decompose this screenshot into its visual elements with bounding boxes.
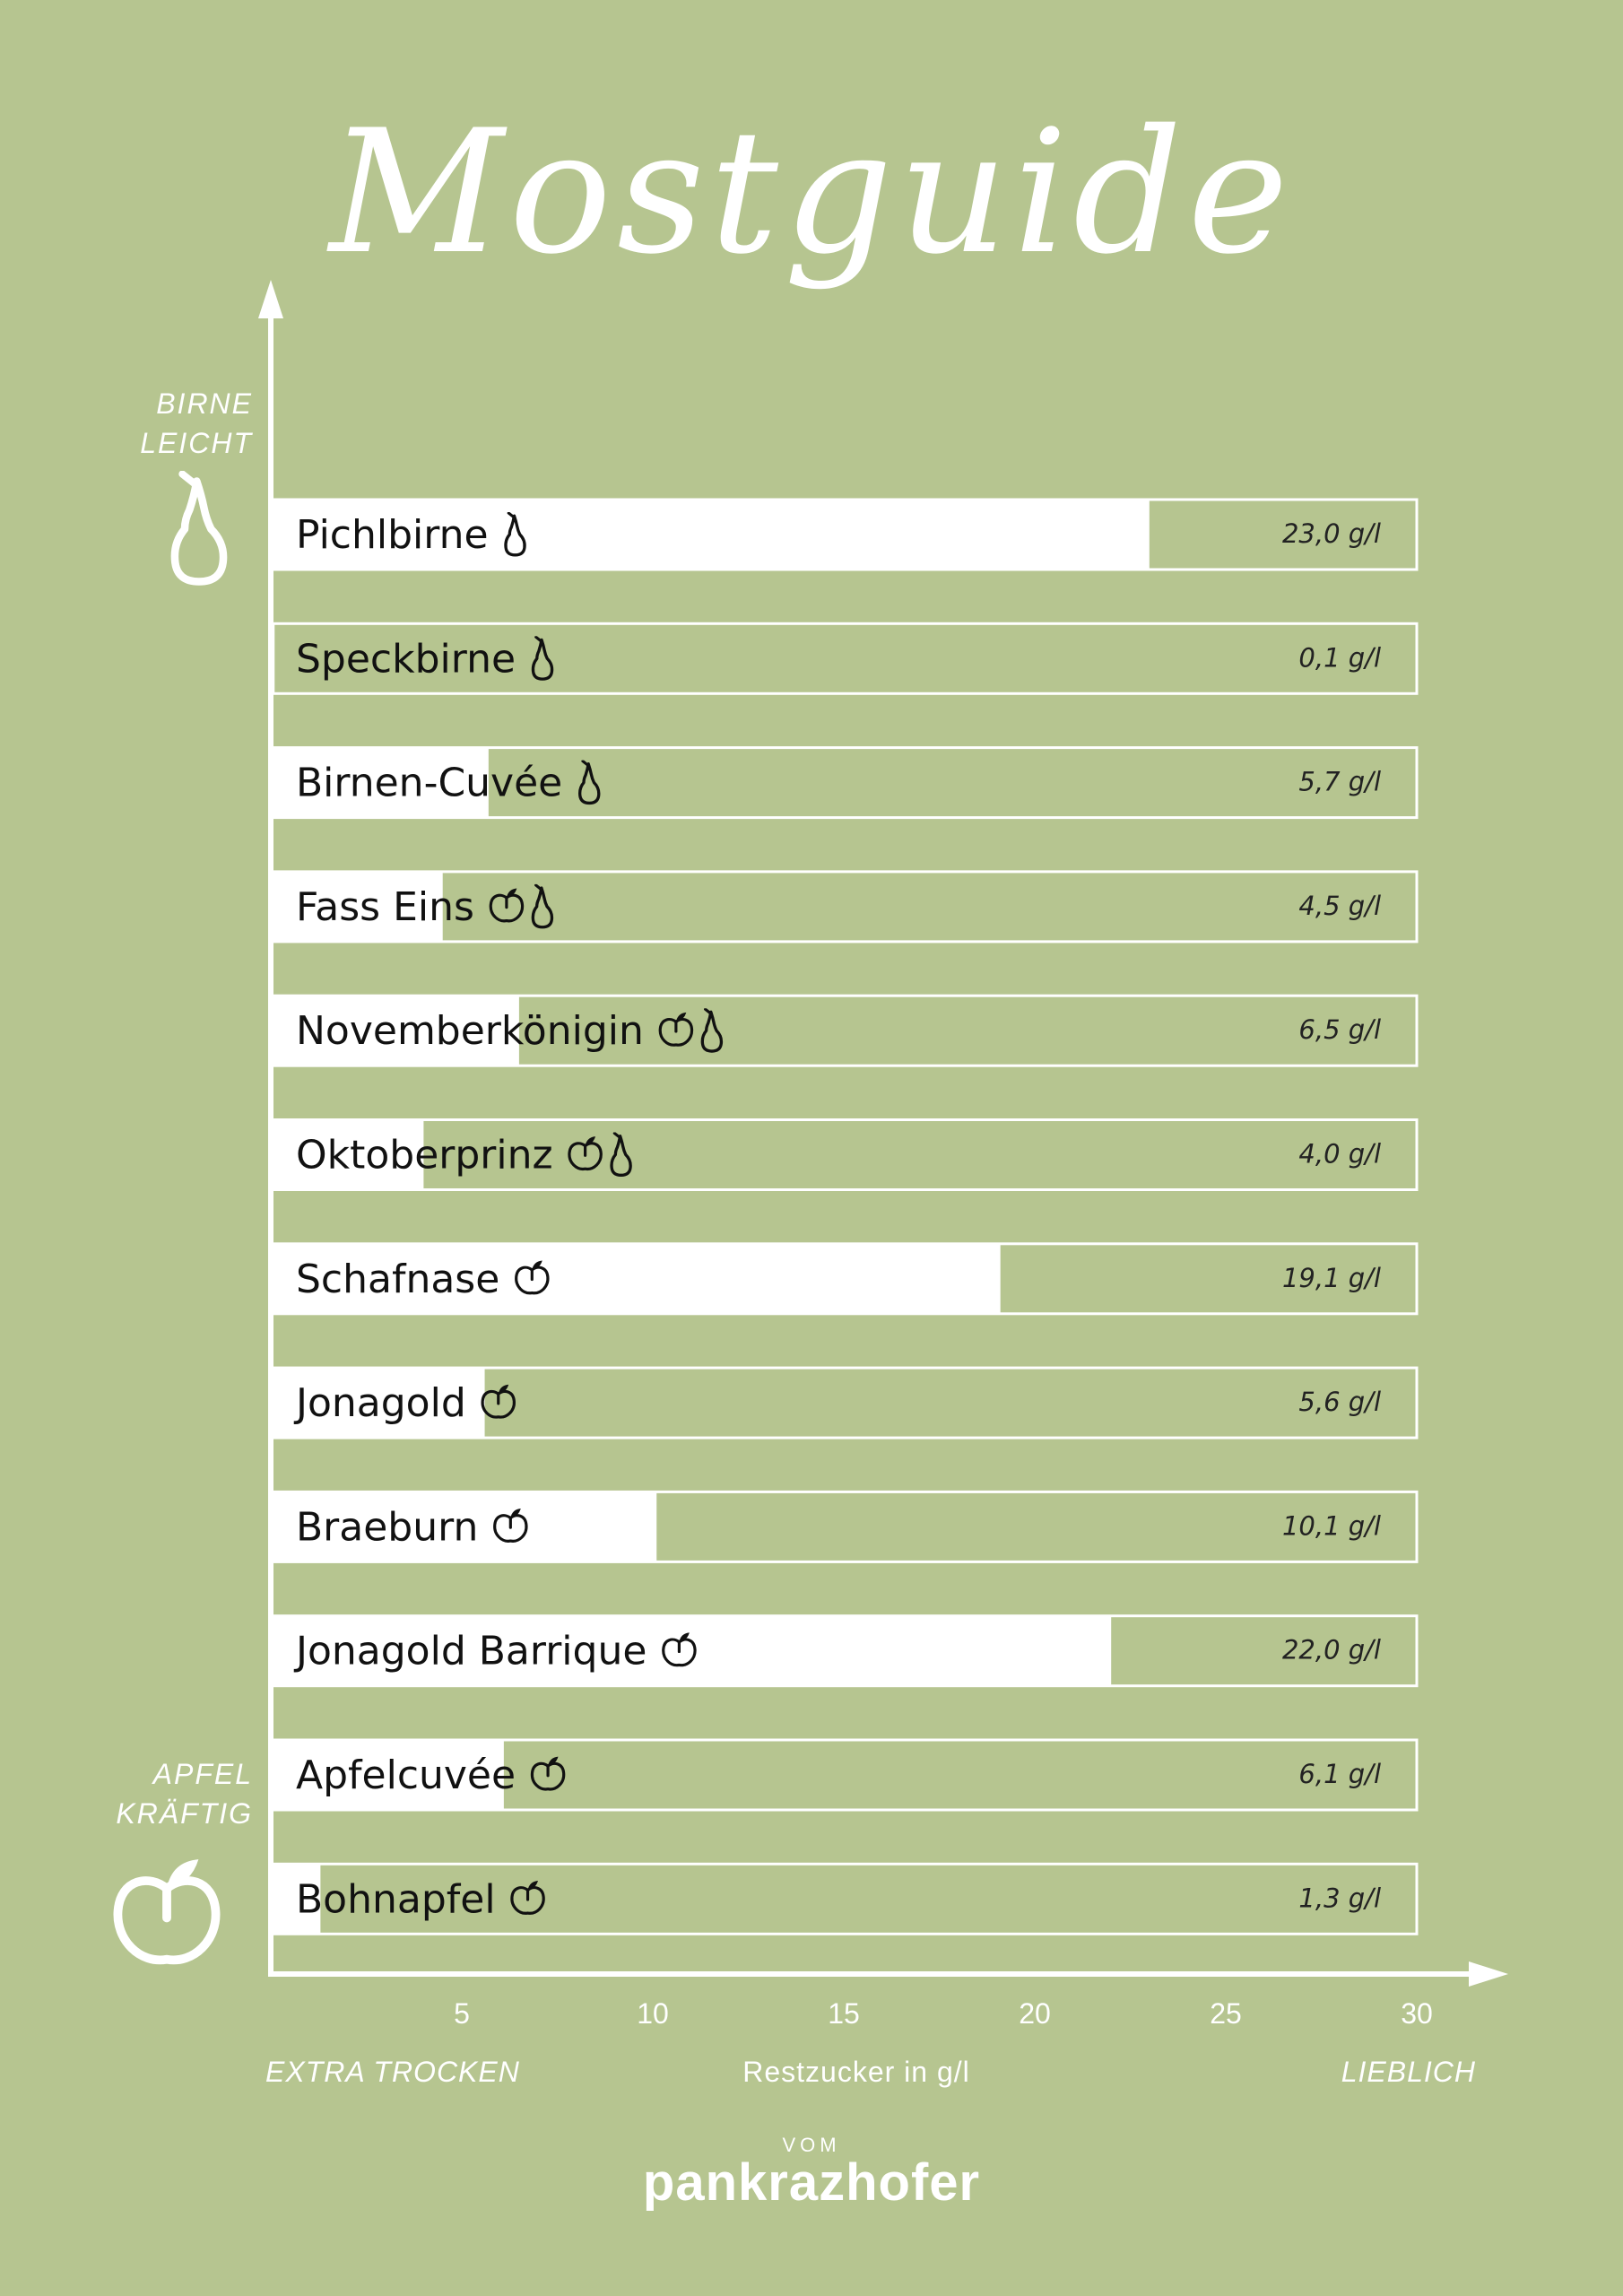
y-axis-arrow (258, 280, 283, 318)
category-label: Jonagold Barrique (296, 1628, 647, 1674)
apple-icon (660, 1013, 691, 1045)
bar-row-bohnapfel (271, 1864, 1417, 1934)
birne-label-line2: LEICHT (140, 427, 253, 459)
category-label: Schafnase (296, 1256, 500, 1302)
category-label: Apfelcuvée (296, 1752, 516, 1798)
category-label: Braeburn (296, 1504, 479, 1551)
pear-icon (533, 885, 551, 927)
category-label: Birnen-Cuvée (296, 760, 563, 806)
x-axis-title: Restzucker in g/l (742, 2056, 970, 2088)
bar (271, 623, 274, 693)
x-tick-label: 5 (454, 1997, 470, 2030)
value-label: 5,7 g/l (1298, 766, 1381, 797)
birne-label-line1: BIRNE (156, 387, 253, 420)
value-label: 0,1 g/l (1298, 642, 1381, 674)
bars-group (271, 500, 1417, 1934)
x-tick-label: 10 (637, 1997, 669, 2030)
category-label: Bohnapfel (296, 1876, 496, 1923)
x-caption-extra-trocken: EXTRA TROCKEN (265, 2056, 520, 2088)
category-label: Jonagold (296, 1380, 466, 1427)
bar-row-oktoberprinz (271, 1120, 1417, 1190)
value-label: 5,6 g/l (1298, 1387, 1381, 1418)
page-title: Mostguide (329, 93, 1294, 291)
x-ticks-group (454, 1997, 1433, 2030)
birne-leicht-label (99, 384, 253, 463)
pear-icon (580, 761, 599, 804)
bar-row-speckbirne (271, 623, 1417, 693)
apple-icon (490, 889, 522, 921)
value-label: 4,0 g/l (1298, 1138, 1381, 1170)
bar-row-birnen-cuvee (271, 748, 1417, 818)
bar-row-novemberkonigin (271, 996, 1417, 1065)
pear-icon (702, 1009, 721, 1051)
value-label: 19,1 g/l (1281, 1262, 1381, 1293)
category-label: Novemberkönigin (296, 1008, 644, 1055)
category-label: Oktoberprinz (296, 1132, 553, 1178)
x-tick-label: 15 (828, 1997, 860, 2030)
x-tick-label: 25 (1210, 1997, 1242, 2030)
value-label: 6,1 g/l (1298, 1759, 1381, 1789)
pear-icon (175, 474, 223, 582)
apple-icon (482, 1385, 514, 1417)
bar-row-fass-eins (271, 872, 1417, 942)
value-label: 1,3 g/l (1298, 1883, 1381, 1914)
value-label: 6,5 g/l (1298, 1014, 1381, 1046)
category-label: Fass Eins (296, 883, 474, 930)
category-label: Speckbirne (296, 636, 516, 683)
apple-icon (569, 1136, 601, 1169)
bar-row-pichlbirne (271, 500, 1417, 570)
bar-row-jonagold-barrique (271, 1616, 1417, 1686)
brand-name: pankrazhofer (642, 2153, 981, 2212)
x-tick-label: 30 (1401, 1997, 1433, 2030)
apfel-kraeftig-label (81, 1754, 253, 1833)
x-caption-lieblich: LIEBLICH (1341, 2056, 1476, 2088)
value-label: 4,5 g/l (1298, 890, 1381, 921)
apfel-label-line1: APFEL (152, 1758, 253, 1790)
brand-small-text: VOM (782, 2134, 841, 2156)
apple-icon (512, 1881, 543, 1913)
pear-icon (533, 637, 551, 679)
apple-icon (117, 1859, 215, 1960)
brand-logo (0, 2135, 1623, 2210)
value-label: 10,1 g/l (1281, 1510, 1381, 1542)
pear-icon (612, 1134, 630, 1176)
x-axis-arrow (1469, 1961, 1508, 1987)
value-label: 22,0 g/l (1281, 1634, 1381, 1665)
x-tick-label: 20 (1019, 1997, 1051, 2030)
value-label: 23,0 g/l (1281, 518, 1381, 549)
bar-row-schafnase (271, 1244, 1417, 1314)
bar-row-apfelcuvee (271, 1740, 1417, 1810)
bar-row-jonagold (271, 1368, 1417, 1438)
apfel-label-line2: KRÄFTIG (116, 1797, 253, 1830)
apple-icon (532, 1757, 563, 1789)
category-label: Pichlbirne (296, 512, 489, 558)
bar-row-braeburn (271, 1492, 1417, 1561)
